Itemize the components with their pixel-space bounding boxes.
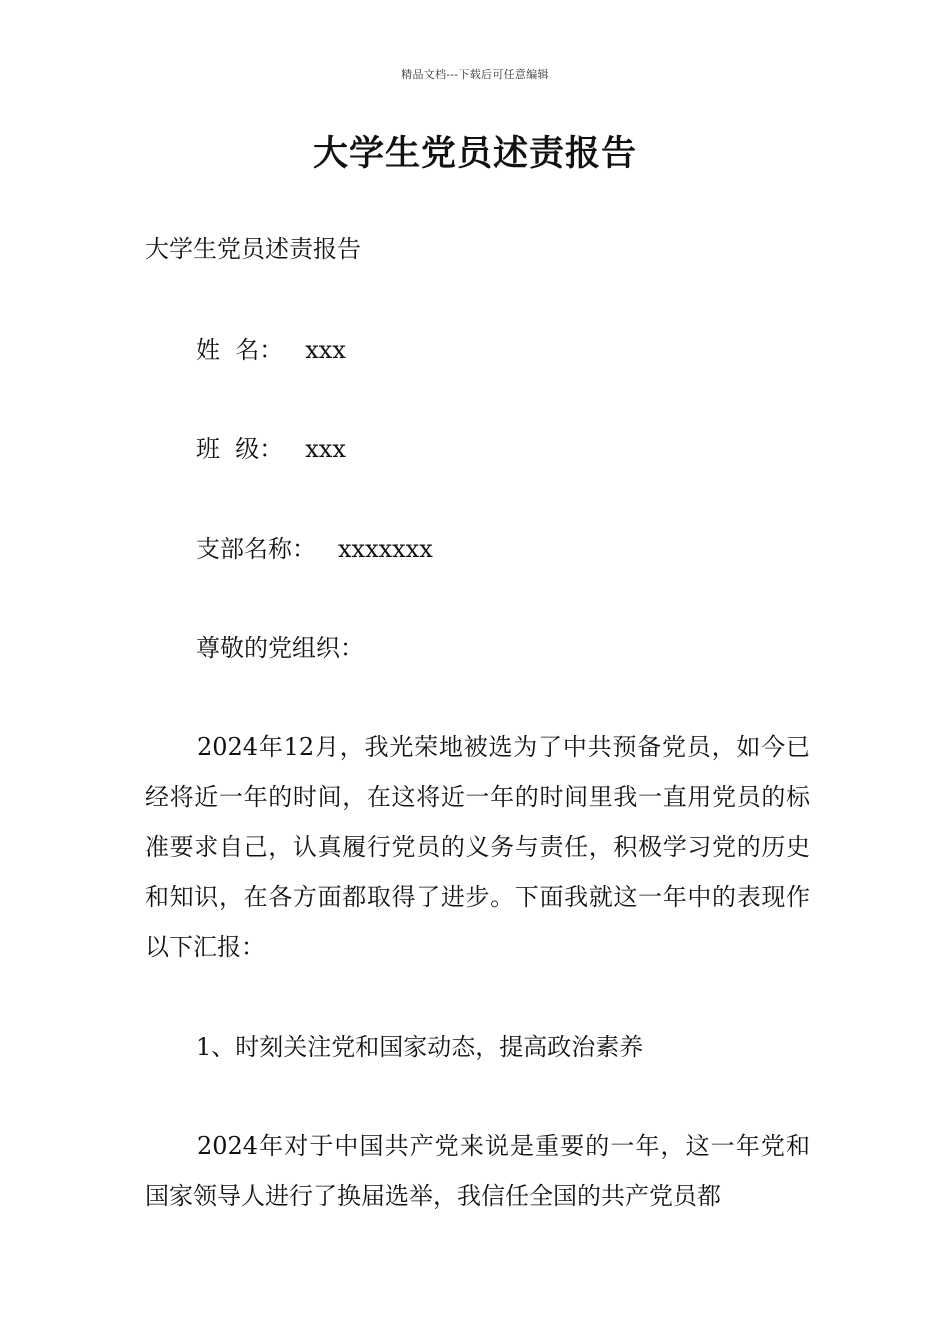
name-label: 姓 名： [196,336,284,364]
name-field [196,325,861,375]
salutation: 尊敬的党组织： [196,634,364,662]
document-title: 大学生党员述责报告 [312,134,637,174]
class-field [196,424,861,474]
report-subtitle: 大学生党员述责报告 [145,235,361,263]
class-value: xxx [305,435,346,463]
paragraph-2: 2024年对于中国共产党来说是重要的一年，这一年党和国家领导人进行了换届选举，我信任全国的共产党员都 [145,1132,810,1210]
branch-value: xxxxxxx [338,535,433,563]
branch-label: 支部名称： [196,535,316,563]
class-label: 班 级： [196,435,284,463]
name-value: xxx [305,336,346,364]
header-note: 精品文档---下载后可任意编辑 [401,68,549,81]
paragraph-1: 2024年12月，我光荣地被选为了中共预备党员，如今已经将近一年的时间，在这将近一年的时间里我一直用党员的标准要求自己，认真履行党员的义务与责任，积极学习党的历史和知识，在各方面都取得了进步。下面我就这一年中的表现作以下汇报： [145,733,810,961]
section-heading-1: 1、时刻关注党和国家动态，提高政治素养 [196,1033,644,1061]
branch-field [196,524,861,574]
